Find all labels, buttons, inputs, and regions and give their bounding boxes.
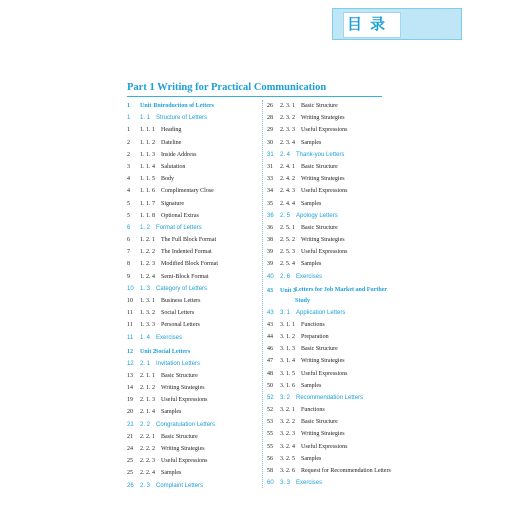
toc-page-number: 8 bbox=[127, 261, 130, 268]
toc-header bbox=[332, 8, 462, 40]
toc-entry[interactable] bbox=[267, 343, 405, 355]
toc-page-number: 11 bbox=[127, 334, 134, 341]
toc-section-number: 2. 3. 2 bbox=[280, 115, 295, 122]
toc-section-title: Basic Structure bbox=[301, 163, 338, 170]
toc-section-number: 2. 3. 1 bbox=[280, 103, 295, 109]
toc-page-number: 20 bbox=[127, 409, 133, 416]
toc-section-number: 1. 3. 2 bbox=[140, 310, 155, 317]
toc-section-number: 3. 2. 3 bbox=[280, 431, 295, 438]
toc-entry[interactable] bbox=[267, 246, 405, 258]
part-title: Part 1 Writing for Practical Communication bbox=[127, 82, 327, 93]
toc-page-number: 35 bbox=[267, 200, 273, 207]
toc-entry[interactable] bbox=[127, 210, 257, 222]
toc-section-title: Recommendation Letters bbox=[296, 394, 364, 401]
toc-section-title: Basic Structure bbox=[301, 346, 338, 353]
toc-section-title: Inside Address bbox=[161, 151, 197, 158]
toc-section-number: 3. 3 bbox=[280, 480, 291, 487]
toc-page-number: 12 bbox=[127, 348, 133, 355]
toc-section-title: Format of Letters bbox=[156, 224, 202, 231]
toc-section-number: 3. 1. 3 bbox=[280, 346, 295, 353]
toc-section-number: 2. 1. 2 bbox=[140, 385, 155, 392]
toc-section-number: 3. 2. 4 bbox=[280, 443, 295, 450]
toc-section-number: 2. 2. 1 bbox=[140, 433, 155, 440]
toc-section-title: Useful Expressions bbox=[301, 249, 348, 256]
toc-section-number: 3. 1 bbox=[280, 309, 291, 316]
toc-section-title: Useful Expressions bbox=[161, 458, 208, 465]
toc-section-number: Unit 1 bbox=[140, 103, 156, 109]
toc-entry[interactable] bbox=[127, 382, 257, 394]
toc-entry[interactable] bbox=[267, 185, 405, 197]
toc-page-number: 28 bbox=[267, 115, 273, 122]
toc-section-number: 2. 5. 1 bbox=[280, 224, 295, 231]
toc-section-title: Writing Strategies bbox=[161, 385, 205, 392]
toc-entry[interactable] bbox=[127, 419, 257, 431]
toc-page-number: 10 bbox=[127, 298, 133, 304]
toc-page-number: 1 bbox=[127, 103, 130, 109]
toc-section-title: Useful Expressions bbox=[301, 127, 348, 134]
toc-page-number: 31 bbox=[267, 151, 274, 158]
toc-entry[interactable] bbox=[267, 124, 405, 136]
toc-entry[interactable] bbox=[267, 392, 405, 404]
toc-section-number: 3. 2. 5 bbox=[280, 455, 295, 462]
toc-entry[interactable] bbox=[267, 137, 405, 149]
toc-section-number: 3. 1. 2 bbox=[280, 333, 295, 340]
toc-page-number: 21 bbox=[127, 433, 133, 440]
toc-page-number: 36 bbox=[267, 224, 273, 231]
toc-page-number: 5 bbox=[127, 212, 130, 219]
toc-section-title: Signature bbox=[161, 200, 184, 207]
toc-section-number: 3. 1. 4 bbox=[280, 358, 295, 365]
toc-section-number: 1. 1. 7 bbox=[140, 200, 155, 207]
toc-section-number: 2. 4 bbox=[280, 151, 291, 158]
toc-section-title: Basic Structure bbox=[161, 433, 198, 440]
toc-page-number: 44 bbox=[267, 333, 273, 340]
toc-entry[interactable] bbox=[267, 198, 405, 210]
toc-section-title: Samples bbox=[301, 382, 322, 389]
toc-unit-entry[interactable] bbox=[127, 100, 257, 112]
toc-page-number: 55 bbox=[267, 431, 273, 438]
toc-section-number: 2. 2. 4 bbox=[140, 470, 155, 477]
toc-section-number: 1. 1. 8 bbox=[140, 212, 155, 219]
toc-entry[interactable] bbox=[267, 465, 405, 477]
toc-entry[interactable] bbox=[127, 431, 257, 443]
toc-right-column bbox=[267, 100, 405, 489]
toc-page-number: 2 bbox=[127, 151, 130, 158]
toc-section-number: 1. 1. 5 bbox=[140, 176, 155, 183]
toc-entry[interactable] bbox=[127, 480, 257, 492]
toc-entry[interactable] bbox=[267, 477, 405, 489]
toc-section-number: 2. 6 bbox=[280, 273, 291, 280]
toc-entry[interactable] bbox=[127, 370, 257, 382]
toc-page-number: 25 bbox=[127, 458, 133, 465]
toc-section-title: Thank-you Letters bbox=[296, 151, 345, 158]
toc-section-title: Exercises bbox=[296, 480, 323, 487]
toc-section-title: Modified Block Format bbox=[161, 261, 218, 268]
toc-page-number: 34 bbox=[267, 188, 273, 195]
toc-section-title: Useful Expressions bbox=[301, 188, 348, 195]
toc-entry[interactable] bbox=[267, 100, 405, 112]
toc-page-number: 5 bbox=[127, 200, 130, 207]
toc-entry[interactable] bbox=[267, 149, 405, 161]
toc-section-number: Unit 2 bbox=[140, 348, 156, 355]
toc-entry[interactable] bbox=[127, 467, 257, 479]
toc-page-number: 39 bbox=[267, 261, 273, 268]
toc-section-number: 2. 4. 4 bbox=[280, 200, 295, 207]
toc-section-number: 2. 5. 4 bbox=[280, 261, 295, 268]
toc-page-number: 58 bbox=[267, 468, 273, 475]
toc-section-title: Basic Structure bbox=[301, 419, 338, 426]
toc-section-title: Heading bbox=[161, 127, 182, 134]
toc-section-title: Writing Strategies bbox=[301, 431, 345, 438]
toc-page-number: 47 bbox=[267, 358, 273, 365]
toc-entry[interactable] bbox=[127, 222, 257, 234]
toc-section-number: 3. 1. 5 bbox=[280, 370, 295, 377]
toc-section-title: Writing Strategies bbox=[301, 358, 345, 365]
toc-entry[interactable] bbox=[267, 404, 405, 416]
toc-section-title: Functions bbox=[301, 407, 325, 414]
toc-section-number: 1. 3 bbox=[140, 285, 151, 292]
toc-section-number: 1. 1. 4 bbox=[140, 163, 155, 170]
toc-page-number: 43 bbox=[267, 321, 273, 328]
toc-entry[interactable] bbox=[267, 441, 405, 453]
toc-section-title: Dateline bbox=[161, 139, 182, 146]
toc-page-number: 10 bbox=[127, 285, 134, 292]
toc-section-number: 2. 1 bbox=[140, 360, 151, 367]
toc-section-number: 3. 2 bbox=[280, 394, 291, 401]
toc-section-number: 2. 2. 2 bbox=[140, 446, 155, 453]
toc-section-title: Request for Recommendation Letters bbox=[301, 468, 391, 475]
toc-entry[interactable] bbox=[127, 149, 257, 161]
toc-section-number: 2. 1. 4 bbox=[140, 409, 155, 416]
toc-section-title: Writing Strategies bbox=[301, 176, 345, 183]
column-divider bbox=[262, 100, 263, 488]
toc-page-number: 3 bbox=[127, 163, 130, 170]
toc-page-number: 52 bbox=[267, 394, 274, 401]
toc-entry[interactable] bbox=[127, 332, 257, 344]
toc-section-title: Social Letters bbox=[161, 310, 195, 317]
toc-section-title: Semi-Block Format bbox=[161, 273, 209, 280]
toc-page-number: 38 bbox=[267, 237, 273, 244]
toc-page-number: 11 bbox=[127, 322, 133, 329]
toc-page-number: 43 bbox=[267, 287, 273, 294]
toc-section-number: 1. 1 bbox=[140, 115, 151, 122]
toc-section-title: Salutation bbox=[161, 163, 186, 170]
toc-page-number: 43 bbox=[267, 309, 274, 316]
toc-section-number: 1. 3. 1 bbox=[140, 298, 155, 304]
toc-entry[interactable] bbox=[127, 283, 257, 295]
toc-section-title: Preparation bbox=[301, 333, 329, 340]
toc-page-number: 29 bbox=[267, 127, 273, 134]
toc-section-title: Useful Expressions bbox=[301, 443, 348, 450]
toc-section-number: 2. 3. 3 bbox=[280, 127, 295, 134]
toc-entry[interactable] bbox=[127, 295, 257, 307]
toc-entry[interactable] bbox=[127, 173, 257, 185]
toc-page-number: 24 bbox=[127, 446, 133, 453]
toc-page-number: 6 bbox=[127, 224, 131, 231]
toc-section-title: Writing Strategies bbox=[301, 237, 345, 244]
toc-entry[interactable] bbox=[127, 358, 257, 370]
toc-entry[interactable] bbox=[267, 453, 405, 465]
toc-entry[interactable] bbox=[267, 319, 405, 331]
toc-section-title: Useful Expressions bbox=[161, 397, 208, 404]
toc-entry[interactable] bbox=[267, 428, 405, 440]
toc-entry[interactable] bbox=[127, 319, 257, 331]
toc-entry[interactable] bbox=[267, 307, 405, 319]
toc-section-number: 1. 2. 4 bbox=[140, 273, 155, 280]
toc-section-number: 2. 2 bbox=[140, 421, 151, 428]
toc-section-title: Invitation Letters bbox=[156, 360, 201, 367]
toc-unit-entry[interactable] bbox=[267, 285, 405, 307]
toc-page-number: 26 bbox=[127, 482, 134, 489]
toc-page-number: 19 bbox=[127, 397, 133, 404]
toc-page-number: 52 bbox=[267, 407, 273, 414]
toc-entry[interactable] bbox=[127, 185, 257, 197]
toc-page-number: 2 bbox=[127, 139, 130, 146]
toc-left-column bbox=[127, 100, 257, 492]
toc-section-number: 2. 3. 4 bbox=[280, 139, 295, 146]
toc-entry[interactable] bbox=[127, 198, 257, 210]
toc-entry[interactable] bbox=[127, 394, 257, 406]
toc-page-number: 30 bbox=[267, 139, 273, 146]
toc-page-number: 21 bbox=[127, 421, 134, 428]
toc-section-title: The Indented Format bbox=[161, 249, 212, 256]
toc-section-number: 2. 2. 3 bbox=[140, 458, 155, 465]
toc-entry[interactable] bbox=[267, 271, 405, 283]
toc-section-number: 2. 5. 2 bbox=[280, 237, 295, 244]
toc-section-title: Writing Strategies bbox=[161, 446, 205, 453]
toc-section-title: Writing Strategies bbox=[301, 115, 345, 122]
toc-section-number: 2. 1. 1 bbox=[140, 372, 155, 379]
toc-section-number: 1. 1. 1 bbox=[140, 127, 155, 134]
toc-section-title: Category of Letters bbox=[156, 285, 208, 292]
toc-section-number: 1. 2 bbox=[140, 224, 151, 231]
toc-page-number: 11 bbox=[127, 310, 133, 317]
toc-section-title: Business Letters bbox=[161, 298, 201, 304]
toc-entry[interactable] bbox=[127, 124, 257, 136]
toc-entry[interactable] bbox=[127, 307, 257, 319]
toc-unit-entry[interactable] bbox=[127, 346, 257, 358]
toc-entry[interactable] bbox=[267, 258, 405, 270]
toc-page-number: 1 bbox=[127, 127, 130, 134]
toc-page-number: 7 bbox=[127, 249, 130, 256]
toc-entry[interactable] bbox=[127, 271, 257, 283]
page-title: 目录 bbox=[347, 15, 394, 33]
toc-section-title: Samples bbox=[161, 409, 182, 416]
toc-entry[interactable] bbox=[267, 161, 405, 173]
toc-section-number: 1. 2. 1 bbox=[140, 237, 155, 244]
toc-section-title: Samples bbox=[301, 455, 322, 462]
toc-entry[interactable] bbox=[267, 416, 405, 428]
toc-page-number: 4 bbox=[127, 176, 130, 183]
toc-section-title: Exercises bbox=[296, 273, 323, 280]
toc-section-number: 2. 5 bbox=[280, 212, 291, 219]
toc-section-number: 2. 1. 3 bbox=[140, 397, 155, 404]
toc-section-title: Basic Structure bbox=[301, 224, 338, 231]
toc-entry[interactable] bbox=[127, 137, 257, 149]
toc-section-title: Exercises bbox=[156, 334, 183, 341]
toc-section-title: Optional Extras bbox=[161, 212, 199, 219]
toc-page-number: 46 bbox=[267, 346, 273, 353]
toc-section-number: Unit 3 bbox=[280, 287, 296, 294]
toc-section-title: Samples bbox=[301, 261, 322, 268]
toc-entry[interactable] bbox=[267, 331, 405, 343]
toc-page-number: 12 bbox=[127, 360, 134, 367]
toc-page-number: 36 bbox=[267, 212, 274, 219]
toc-section-title: Functions bbox=[301, 321, 325, 328]
toc-entry[interactable] bbox=[127, 406, 257, 418]
toc-section-title: Samples bbox=[301, 139, 322, 146]
toc-section-number: 3. 1. 6 bbox=[280, 382, 295, 389]
toc-page-number: 31 bbox=[267, 163, 273, 170]
toc-section-number: 2. 3 bbox=[140, 482, 151, 489]
toc-section-title: Letters for Job Market and Further Study bbox=[295, 286, 387, 304]
toc-section-title: Complaint Letters bbox=[156, 482, 204, 489]
toc-section-number: 2. 4. 2 bbox=[280, 176, 295, 183]
toc-section-title: Basic Structure bbox=[301, 103, 338, 109]
toc-section-number: 1. 4 bbox=[140, 334, 151, 341]
toc-page-number: 1 bbox=[127, 115, 131, 122]
toc-section-title: Useful Expressions bbox=[301, 370, 348, 377]
toc-entry[interactable] bbox=[267, 355, 405, 367]
toc-page-number: 25 bbox=[127, 470, 133, 477]
toc-section-number: 1. 2. 2 bbox=[140, 249, 155, 256]
toc-section-number: 1. 2. 3 bbox=[140, 261, 155, 268]
toc-section-title: Application Letters bbox=[296, 309, 346, 316]
toc-entry[interactable] bbox=[127, 443, 257, 455]
toc-entry[interactable] bbox=[267, 173, 405, 185]
toc-page-number: 48 bbox=[267, 370, 273, 377]
toc-section-number: 3. 2. 2 bbox=[280, 419, 295, 426]
toc-section-number: 2. 5. 3 bbox=[280, 249, 295, 256]
toc-section-title: Congratulation Letters bbox=[156, 421, 216, 428]
toc-entry[interactable] bbox=[127, 455, 257, 467]
toc-section-number: 2. 4. 1 bbox=[280, 163, 295, 170]
toc-page-number: 53 bbox=[267, 419, 273, 426]
toc-section-title: Samples bbox=[301, 200, 322, 207]
toc-page-number: 60 bbox=[267, 480, 274, 487]
toc-section-title: Body bbox=[161, 176, 175, 183]
toc-section-title: Structure of Letters bbox=[156, 115, 208, 122]
toc-section-number: 2. 4. 3 bbox=[280, 188, 295, 195]
toc-page-number: 56 bbox=[267, 455, 273, 462]
toc-page-number: 40 bbox=[267, 273, 274, 280]
toc-section-title: Basic Structure bbox=[161, 372, 198, 379]
toc-page-number: 26 bbox=[267, 103, 273, 109]
toc-entry[interactable] bbox=[267, 234, 405, 246]
toc-entry[interactable] bbox=[127, 234, 257, 246]
toc-entry[interactable] bbox=[267, 112, 405, 124]
toc-section-title: Apology Letters bbox=[296, 212, 338, 219]
toc-page-number: 4 bbox=[127, 188, 130, 195]
toc-section-number: 3. 2. 6 bbox=[280, 468, 295, 475]
toc-page-number: 33 bbox=[267, 176, 273, 183]
toc-page-number: 50 bbox=[267, 382, 273, 389]
toc-entry[interactable] bbox=[127, 258, 257, 270]
toc-section-title: Complimentary Close bbox=[161, 188, 214, 195]
part-title-rule bbox=[127, 96, 382, 97]
toc-page-number: 6 bbox=[127, 237, 130, 244]
toc-page-number: 9 bbox=[127, 273, 130, 280]
toc-section-title: Social Letters bbox=[155, 348, 191, 355]
toc-section-title: Introduction of Letters bbox=[155, 103, 214, 109]
toc-section-number: 1. 1. 3 bbox=[140, 151, 155, 158]
toc-entry[interactable] bbox=[127, 161, 257, 173]
toc-section-title: Personal Letters bbox=[161, 322, 200, 329]
toc-entry[interactable] bbox=[267, 210, 405, 222]
toc-page-number: 13 bbox=[127, 372, 133, 379]
toc-entry[interactable] bbox=[267, 222, 405, 234]
toc-section-number: 1. 3. 3 bbox=[140, 322, 155, 329]
toc-section-number: 3. 1. 1 bbox=[280, 321, 295, 328]
toc-page-number: 55 bbox=[267, 443, 273, 450]
toc-entry[interactable] bbox=[127, 112, 257, 124]
toc-section-number: 1. 1. 2 bbox=[140, 139, 155, 146]
toc-entry[interactable] bbox=[127, 246, 257, 258]
toc-section-number: 3. 2. 1 bbox=[280, 407, 295, 414]
toc-section-title: Samples bbox=[161, 470, 182, 477]
toc-entry[interactable] bbox=[267, 368, 405, 380]
toc-page-number: 14 bbox=[127, 385, 133, 392]
toc-section-number: 1. 1. 6 bbox=[140, 188, 155, 195]
toc-section-title: The Full Block Format bbox=[161, 237, 217, 244]
toc-page-number: 39 bbox=[267, 249, 273, 256]
toc-entry[interactable] bbox=[267, 380, 405, 392]
